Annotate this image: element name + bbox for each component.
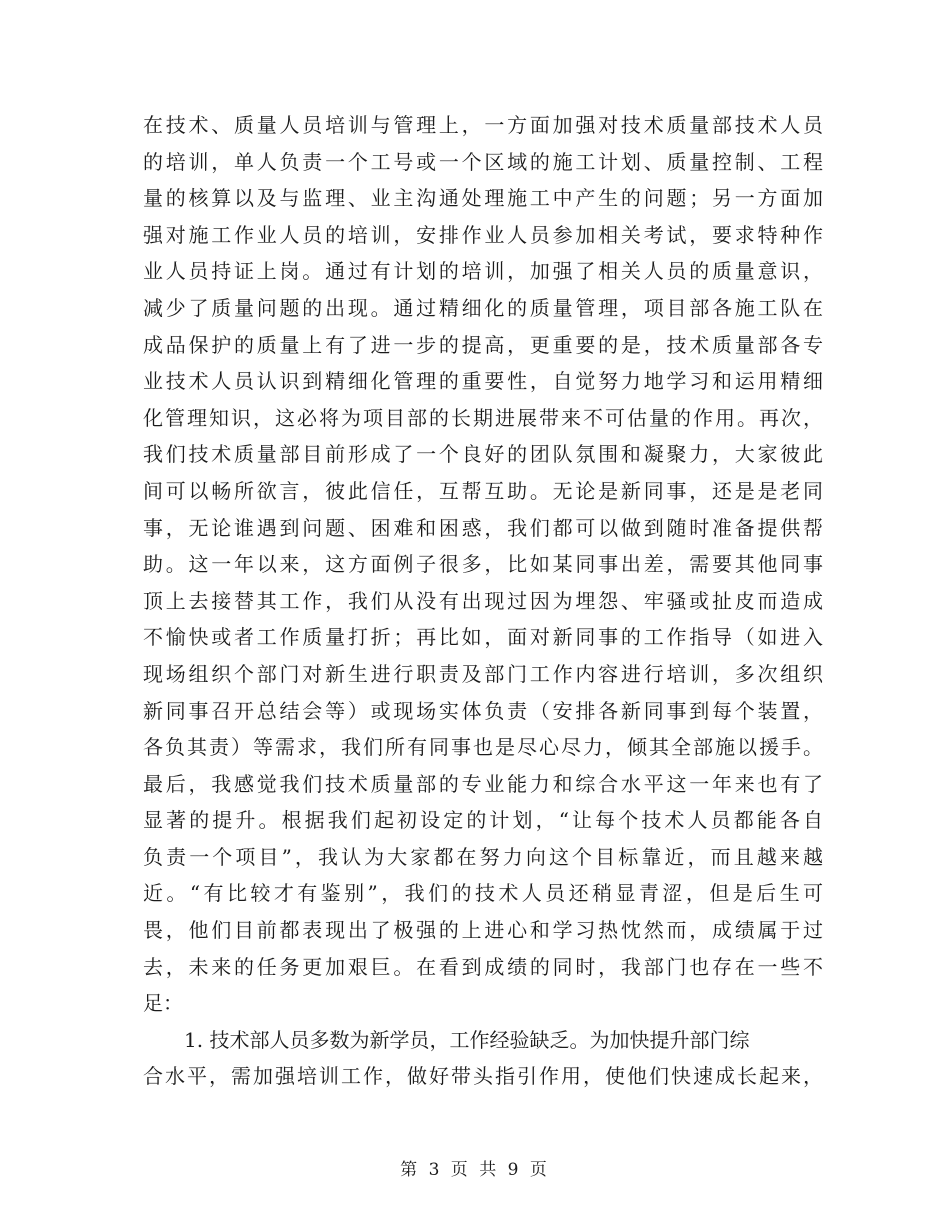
text-line: 成品保护的质量上有了进一步的提高，更重要的是，技术质量部各专	[143, 332, 823, 357]
text-line: 事，无论谁遇到问题、困难和困惑，我们都可以做到随时准备提供帮	[143, 515, 823, 540]
text-line: 负责一个项目”，我认为大家都在努力向这个目标靠近，而且越来越	[143, 844, 823, 869]
text-line: 量的核算以及与监理、业主沟通处理施工中产生的问题；另一方面加	[143, 186, 823, 211]
text-line: 畏，他们目前都表现出了极强的上进心和学习热忱然而，成绩属于过	[143, 918, 823, 943]
text-line: 减少了质量问题的出现。通过精细化的质量管理，项目部各施工队在	[143, 295, 823, 320]
text-line: 去，未来的任务更加艰巨。在看到成绩的同时，我部门也存在一些不	[143, 954, 823, 979]
text-line: 显著的提升。根据我们起初设定的计划，“让每个技术人员都能各自	[143, 808, 823, 833]
text-line: 顶上去接替其工作，我们从没有出现过因为埋怨、牢骚或扯皮而造成	[143, 588, 823, 613]
text-line: 新同事召开总结会等）或现场实体负责（安排各新同事到每个装置，	[143, 698, 823, 723]
body-text	[143, 107, 823, 1095]
text-line: 业技术人员认识到精细化管理的重要性，自觉努力地学习和运用精细	[143, 369, 823, 394]
text-line: 足：	[143, 991, 183, 1016]
text-line: 的培训，单人负责一个工号或一个区域的施工计划、质量控制、工程	[143, 149, 823, 174]
text-line: 不愉快或者工作质量打折；再比如，面对新同事的工作指导（如进入	[143, 625, 823, 650]
text-line: 化管理知识，这必将为项目部的长期进展带来不可估量的作用。再次，	[143, 405, 823, 430]
text-line: 助。这一年以来，这方面例子很多，比如某同事出差，需要其他同事	[143, 552, 823, 577]
text-line: 间可以畅所欲言，彼此信任，互帮互助。无论是新同事，还是是老同	[143, 478, 823, 503]
text-line: 合水平，需加强培训工作，做好带头指引作用，使他们快速成长起来，	[143, 1064, 823, 1089]
text-line: 最后，我感觉我们技术质量部的专业能力和综合水平这一年来也有了	[143, 771, 823, 796]
text-line: 现场组织个部门对新生进行职责及部门工作内容进行培训，多次组织	[143, 661, 823, 686]
text-line: 各负其责）等需求，我们所有同事也是尽心尽力，倾其全部施以援手。	[143, 735, 823, 760]
page-number-footer: 第 3 页 共 9 页	[400, 1160, 550, 1180]
text-line: 强对施工作业人员的培训，安排作业人员参加相关考试，要求特种作	[143, 222, 823, 247]
text-line: 在技术、质量人员培训与管理上，一方面加强对技术质量部技术人员	[143, 113, 823, 137]
text-line: 近。“有比较才有鉴别”，我们的技术人员还稍显青涩，但是后生可	[143, 881, 823, 906]
text-line: 我们技术质量部目前形成了一个良好的团队氛围和凝聚力，大家彼此	[143, 442, 823, 467]
text-line: 业人员持证上岗。通过有计划的培训，加强了相关人员的质量意识，	[143, 259, 823, 284]
list-item-line: 1. 技术部人员多数为新学员，工作经验缺乏。为加快提升部门综	[184, 1027, 750, 1052]
